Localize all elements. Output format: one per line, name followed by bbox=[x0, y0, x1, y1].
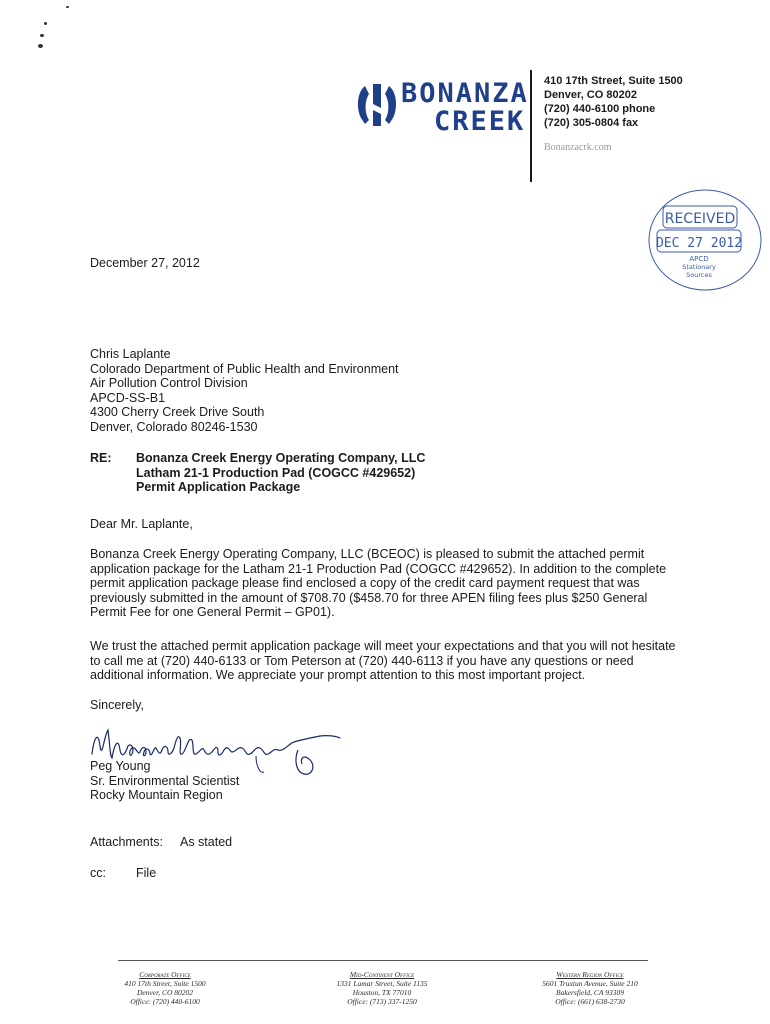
signer-block bbox=[90, 759, 239, 803]
paragraph-line: additional information. We appreciate your prompt attention to this most important project. bbox=[90, 668, 586, 683]
re-line: Permit Application Package bbox=[136, 480, 301, 495]
office-name: Corporate Office bbox=[139, 970, 191, 979]
paragraph-line: application package for the Latham 21-1 Production Pad (COGCC #429652). In addition to the complete bbox=[90, 561, 667, 576]
recipient-line: 4300 Cherry Creek Drive South bbox=[90, 405, 265, 420]
paragraph-line: Bonanza Creek Energy Operating Company, LLC (BCEOC) is pleased to submit the attached permit bbox=[90, 547, 645, 561]
cc-label: cc: bbox=[90, 866, 106, 880]
salutation: Dear Mr. Laplante, bbox=[90, 517, 193, 531]
recipient-line: Air Pollution Control Division bbox=[90, 376, 248, 391]
address-line1: 410 17th Street, Suite 1500 bbox=[544, 75, 683, 87]
letterhead-address bbox=[544, 74, 683, 130]
re-line: Latham 21-1 Production Pad (COGCC #429652) bbox=[136, 465, 416, 480]
office-address: 5601 Truxtun Avenue, Suite 210 bbox=[542, 979, 638, 988]
office-address: 410 17th Street, Suite 1500 bbox=[124, 979, 206, 988]
re-subject bbox=[136, 451, 425, 495]
office-city: Denver, CO 80202 bbox=[136, 988, 194, 997]
mid-continent-office bbox=[292, 970, 472, 1006]
scan-speck bbox=[38, 44, 43, 48]
western-region-office bbox=[500, 970, 680, 1006]
office-phone: Office: (713) 337-1250 bbox=[347, 997, 417, 1006]
office-name: Mid-Continent Office bbox=[349, 970, 415, 979]
paragraph-line: previously submitted in the amount of $708.70 ($458.70 for three APEN filing fees plus $250 General bbox=[90, 590, 648, 605]
scan-speck bbox=[66, 6, 69, 8]
recipient-line: Colorado Department of Public Health and Environment bbox=[90, 361, 399, 376]
received-stamp bbox=[643, 186, 763, 294]
bonanza-creek-logo-icon bbox=[355, 80, 399, 130]
letterhead-divider bbox=[530, 70, 532, 182]
brand-name-bottom: CREEK bbox=[434, 106, 526, 137]
attachments-value: As stated bbox=[180, 835, 233, 849]
recipient-block bbox=[90, 347, 399, 435]
letter-date: December 27, 2012 bbox=[90, 256, 200, 270]
paragraph-line: to call me at (720) 440-6133 or Tom Peterson at (720) 440-6113 if you have any questions or need bbox=[90, 653, 634, 668]
scan-speck bbox=[40, 34, 44, 37]
office-city: Bakersfield, CA 93309 bbox=[556, 988, 624, 997]
recipient-line: APCD-SS-B1 bbox=[90, 390, 166, 405]
closing: Sincerely, bbox=[90, 698, 144, 712]
scan-speck bbox=[44, 22, 47, 25]
stamp-line2: Stationary bbox=[682, 263, 716, 271]
corporate-office bbox=[75, 970, 255, 1006]
office-phone: Office: (661) 638-2730 bbox=[555, 997, 625, 1006]
stamp-date: DEC 27 2012 bbox=[655, 236, 743, 251]
brand-name-top: BONANZA bbox=[401, 78, 529, 109]
paragraph-1 bbox=[90, 547, 680, 620]
paragraph-line: Permit Fee for one General Permit – GP01). bbox=[90, 605, 335, 620]
stamp-line3: Sources bbox=[686, 271, 712, 279]
cc-value: File bbox=[136, 866, 157, 880]
office-name: Western Region Office bbox=[556, 970, 624, 979]
paragraph-line: permit application package please find enclosed a copy of the credit card payment request that was bbox=[90, 576, 640, 591]
paragraph-2 bbox=[90, 639, 680, 683]
re-line: Bonanza Creek Energy Operating Company, LLC bbox=[136, 451, 426, 465]
office-phone: Office: (720) 440-6100 bbox=[130, 997, 200, 1006]
attachments-label: Attachments: bbox=[90, 835, 163, 849]
address-line2: Denver, CO 80202 bbox=[544, 89, 637, 101]
recipient-line: Denver, Colorado 80246-1530 bbox=[90, 419, 258, 434]
paragraph-line: We trust the attached permit application package will meet your expectations and that you will not hesitate bbox=[90, 639, 676, 653]
recipient-line: Chris Laplante bbox=[90, 347, 171, 361]
signer-title: Sr. Environmental Scientist bbox=[90, 773, 240, 788]
phone-number: (720) 440-6100 phone bbox=[544, 103, 656, 115]
footer-divider bbox=[118, 960, 648, 961]
fax-number: (720) 305-0804 fax bbox=[544, 117, 639, 129]
signer-region: Rocky Mountain Region bbox=[90, 788, 223, 803]
signer-name: Peg Young bbox=[90, 759, 151, 773]
re-label: RE: bbox=[90, 451, 112, 465]
office-address: 1331 Lamar Street, Suite 1135 bbox=[336, 979, 428, 988]
office-city: Houston, TX 77010 bbox=[352, 988, 412, 997]
stamp-title: RECEIVED bbox=[664, 211, 736, 227]
stamp-dept: APCD bbox=[689, 255, 709, 263]
website: Bonanzacrk.com bbox=[544, 142, 612, 153]
